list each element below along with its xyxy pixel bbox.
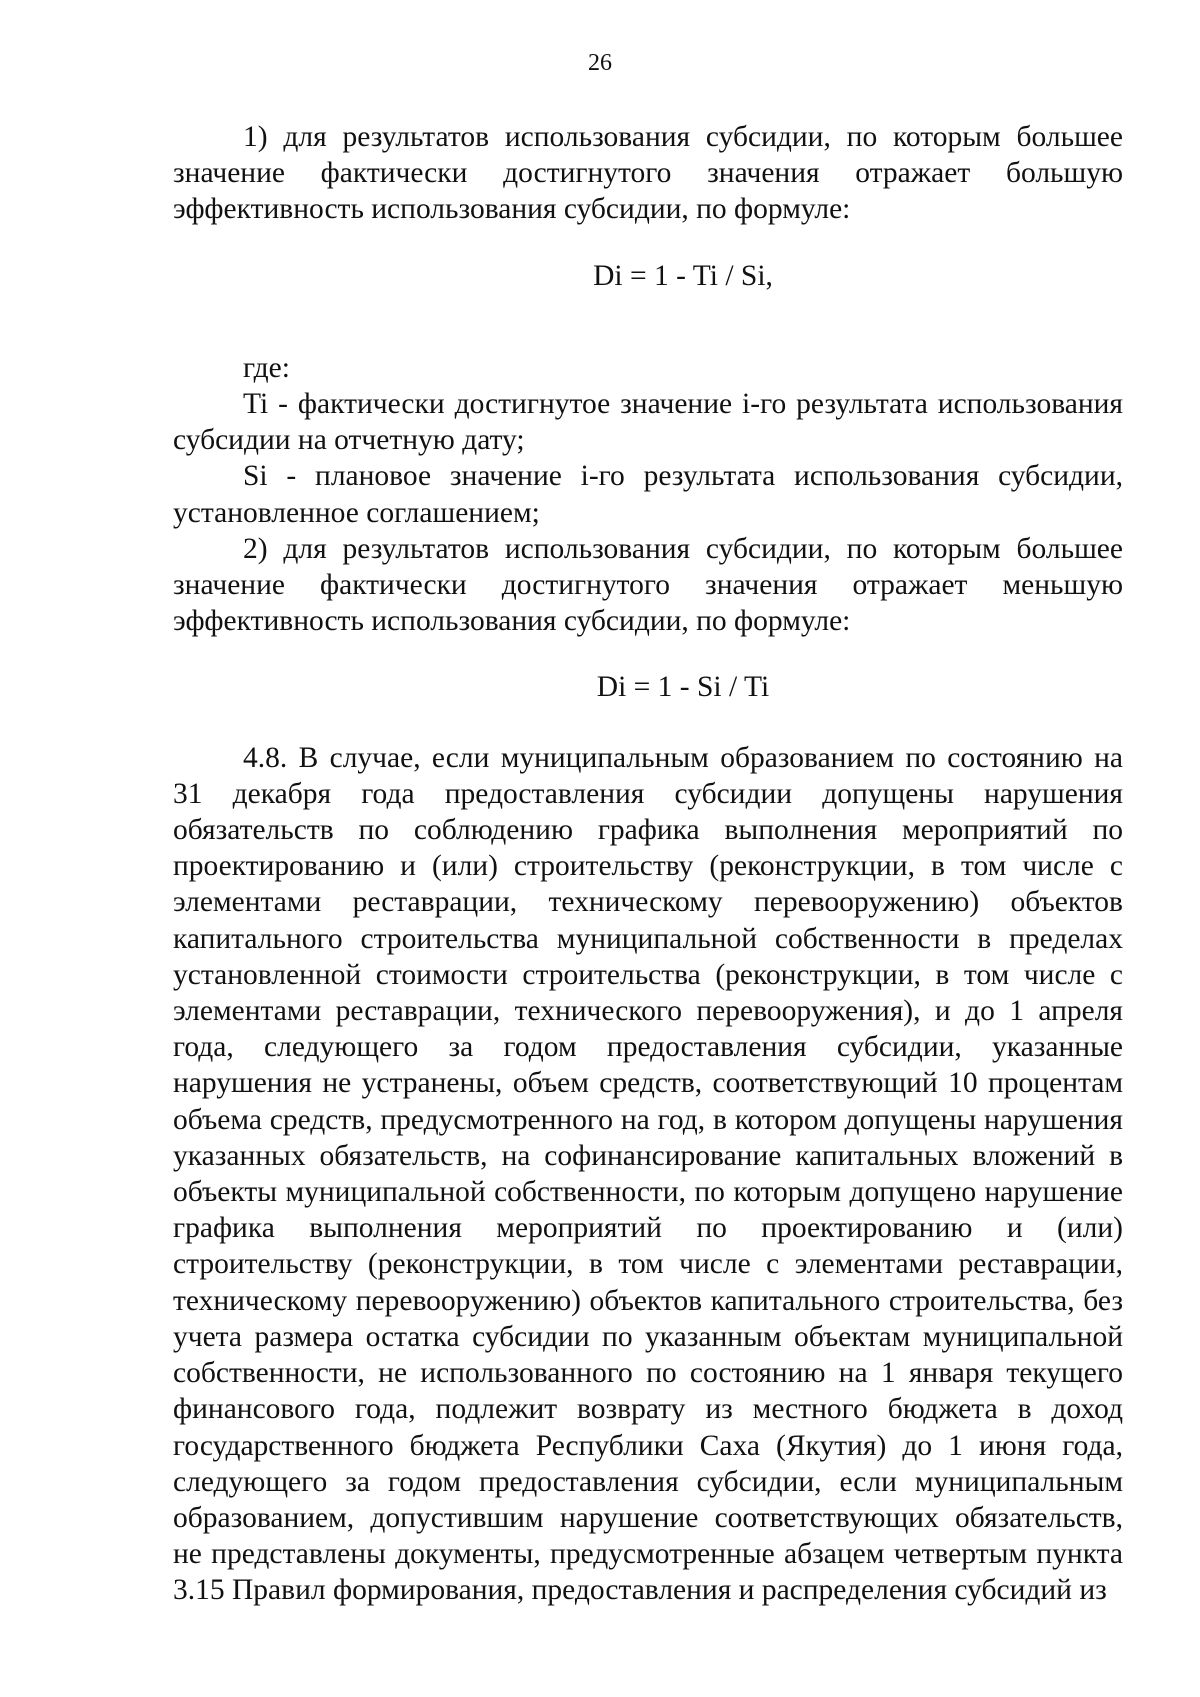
formula-1: Di = 1 - Ti / Si, [593, 259, 773, 292]
formula-2: Di = 1 - Si / Ti [596, 671, 770, 704]
paragraph-item-2: 2) для результатов использования субсидии, по которым большее значение фактически достигнутого значения отражает меньшую эффективность использования субсидии, по формуле: [173, 532, 1123, 638]
where-label: где: [243, 351, 290, 384]
paragraph-item-1: 1) для результатов использования субсидии, по которым большее значение фактически достигнутого значения отражает большую эффективность использования субсидии, по формуле: [173, 121, 1123, 226]
paragraph-4-8: 4.8. В случае, если муниципальным образованием по состоянию на 31 декабря года предоставления субсидии допущены нарушения обязательств по соблюдению графика выполнения мероприятий по проектированию и (или) строительству (реконструкции, в том числе с элементами реставрации, техническому перевооружению) объектов капитального строительства муниципальной собственности в пределах установленной стоимости строительства (реконструкции, в том числе с элементами реставрации, технического перевооружения), и до 1 апреля года, следующего за годом предоставления субсидии, указанные нарушения не устранены, объем средств, соответствующий 10 процентам объема средств, предусмотренного на год, в котором допущены нарушения указанных обязательств, на софинансирование капитальных вложений в объекты муниципальной собственности, по которым допущено нарушение графика выполнения мероприятий по проектированию и (или) строительству (реконструкции, в том числе с элементами реставрации, техническому перевооружению) объектов капитального строительства, без учета размера остатка субсидии по указанным объектам муниципальной собственности, не использованного по состоянию на 1 января текущего финансового года, подлежит возврату из местного бюджета в доход государственного бюджета Республики Саха (Якутия) до 1 июня года, следующего за годом предоставления субсидии, если муниципальным образованием, допустившим нарушение соответствующих обязательств, не представлены документы, предусмотренные абзацем четвертым пункта 3.15 Правил формирования, предоставления и распределения субсидий из [173, 741, 1123, 1607]
ti-definition: Ti - фактически достигнутое значение i-го результата использования субсидии на отчетную дату; [173, 388, 1123, 457]
si-definition: Si - плановое значение i-го результата использования субсидии, установленное соглашением; [173, 460, 1123, 529]
document-body [173, 119, 1123, 1609]
page-number: 26 [588, 50, 612, 76]
